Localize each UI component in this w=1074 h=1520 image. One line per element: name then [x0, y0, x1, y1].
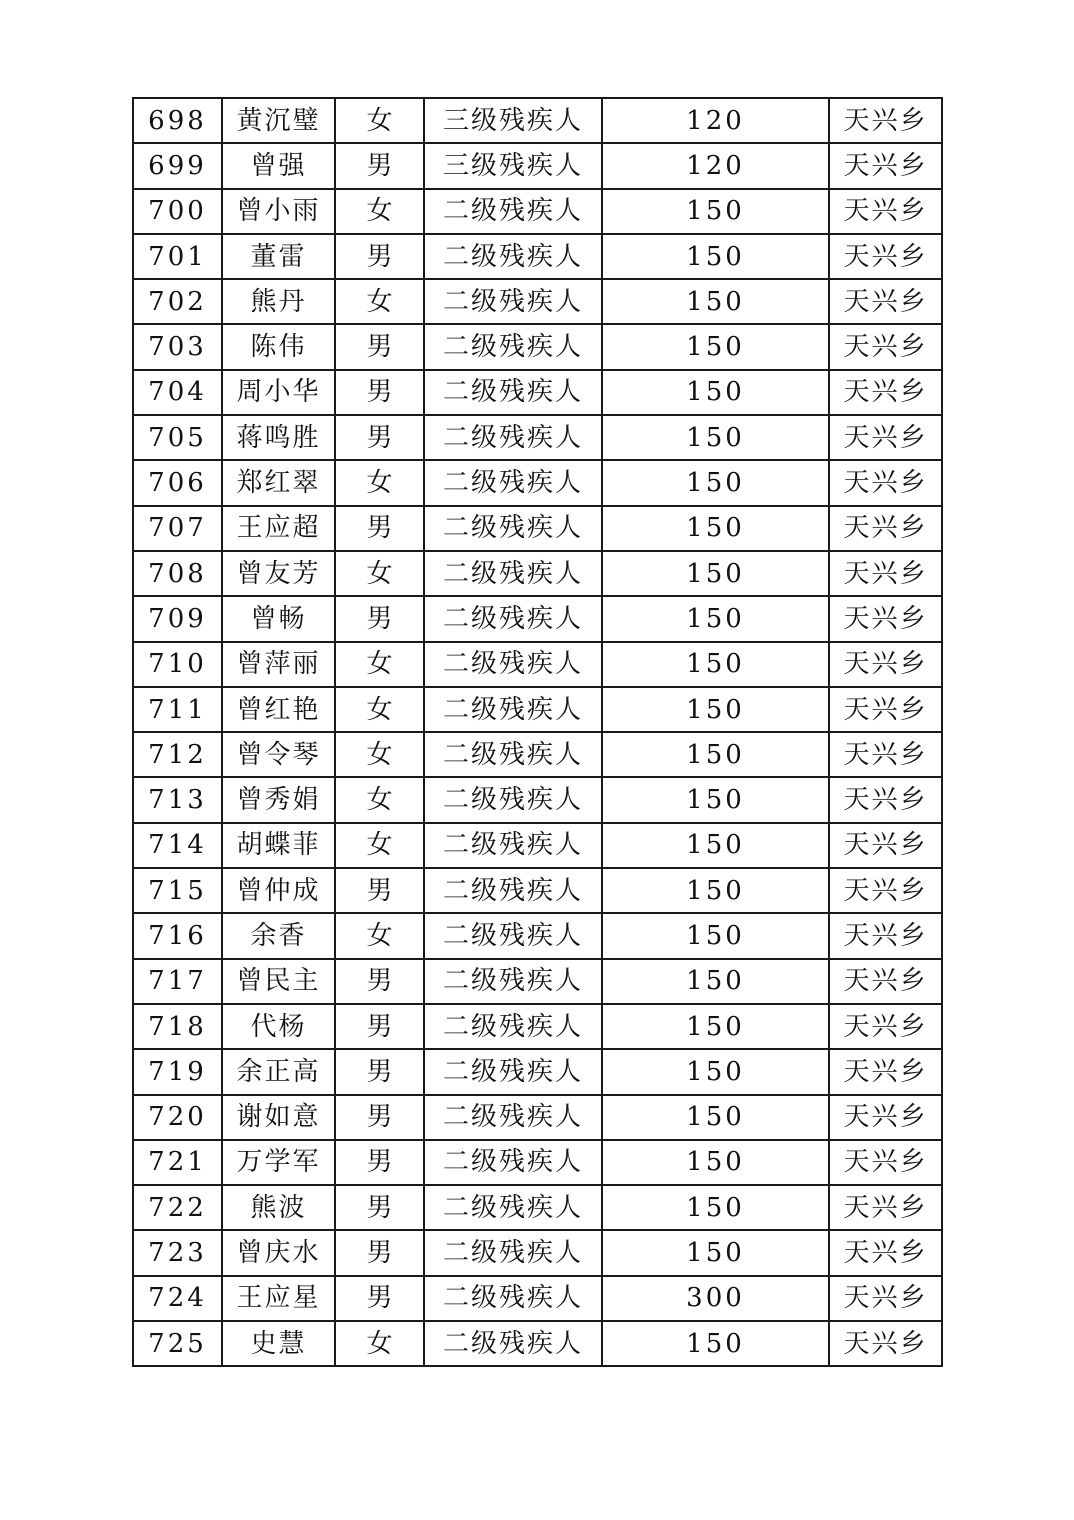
- cell-serial-number: 720: [133, 1095, 222, 1140]
- cell-serial-number: 707: [133, 506, 222, 551]
- table-row: [133, 642, 942, 687]
- cell-serial-number: 725: [133, 1321, 222, 1366]
- cell-township: 天兴乡: [829, 1004, 942, 1049]
- table-row: [133, 1230, 942, 1275]
- cell-amount: 150: [602, 1049, 829, 1094]
- table-row: [133, 234, 942, 279]
- cell-township: 天兴乡: [829, 143, 942, 188]
- cell-disability-level: 二级残疾人: [424, 868, 602, 913]
- table-row: [133, 189, 942, 234]
- cell-serial-number: 713: [133, 777, 222, 822]
- table-row: [133, 98, 942, 143]
- cell-township: 天兴乡: [829, 279, 942, 324]
- cell-township: 天兴乡: [829, 823, 942, 868]
- cell-person-name: 郑红翠: [222, 460, 335, 505]
- cell-person-name: 董雷: [222, 234, 335, 279]
- table-row: [133, 1276, 942, 1321]
- cell-township: 天兴乡: [829, 913, 942, 958]
- cell-amount: 120: [602, 143, 829, 188]
- cell-disability-level: 三级残疾人: [424, 143, 602, 188]
- cell-disability-level: 二级残疾人: [424, 189, 602, 234]
- cell-person-name: 曾仲成: [222, 868, 335, 913]
- cell-person-name: 万学军: [222, 1140, 335, 1185]
- cell-person-name: 曾萍丽: [222, 642, 335, 687]
- cell-serial-number: 698: [133, 98, 222, 143]
- table-row: [133, 823, 942, 868]
- cell-gender: 女: [335, 642, 424, 687]
- cell-disability-level: 二级残疾人: [424, 506, 602, 551]
- cell-township: 天兴乡: [829, 1140, 942, 1185]
- cell-person-name: 史慧: [222, 1321, 335, 1366]
- cell-amount: 150: [602, 913, 829, 958]
- cell-gender: 男: [335, 234, 424, 279]
- cell-township: 天兴乡: [829, 1321, 942, 1366]
- cell-gender: 女: [335, 460, 424, 505]
- cell-township: 天兴乡: [829, 460, 942, 505]
- cell-amount: 120: [602, 98, 829, 143]
- cell-person-name: 胡蝶菲: [222, 823, 335, 868]
- cell-amount: 300: [602, 1276, 829, 1321]
- cell-person-name: 曾红艳: [222, 687, 335, 732]
- cell-serial-number: 705: [133, 415, 222, 460]
- cell-township: 天兴乡: [829, 596, 942, 641]
- table-row: [133, 868, 942, 913]
- cell-township: 天兴乡: [829, 415, 942, 460]
- cell-gender: 男: [335, 143, 424, 188]
- cell-person-name: 曾小雨: [222, 189, 335, 234]
- table-row: [133, 324, 942, 369]
- table-row: [133, 687, 942, 732]
- cell-disability-level: 二级残疾人: [424, 415, 602, 460]
- cell-serial-number: 702: [133, 279, 222, 324]
- cell-amount: 150: [602, 279, 829, 324]
- table-row: [133, 506, 942, 551]
- cell-township: 天兴乡: [829, 189, 942, 234]
- cell-person-name: 余香: [222, 913, 335, 958]
- cell-township: 天兴乡: [829, 642, 942, 687]
- table-row: [133, 959, 942, 1004]
- cell-disability-level: 二级残疾人: [424, 777, 602, 822]
- cell-disability-level: 二级残疾人: [424, 913, 602, 958]
- table-row: [133, 913, 942, 958]
- cell-amount: 150: [602, 1321, 829, 1366]
- cell-disability-level: 二级残疾人: [424, 687, 602, 732]
- cell-gender: 男: [335, 370, 424, 415]
- cell-disability-level: 二级残疾人: [424, 959, 602, 1004]
- cell-amount: 150: [602, 1230, 829, 1275]
- cell-person-name: 曾令琴: [222, 732, 335, 777]
- cell-serial-number: 709: [133, 596, 222, 641]
- cell-serial-number: 723: [133, 1230, 222, 1275]
- cell-amount: 150: [602, 370, 829, 415]
- table-row: [133, 777, 942, 822]
- table-row: [133, 1140, 942, 1185]
- cell-person-name: 王应超: [222, 506, 335, 551]
- cell-gender: 男: [335, 324, 424, 369]
- table-row: [133, 370, 942, 415]
- cell-gender: 男: [335, 1230, 424, 1275]
- cell-township: 天兴乡: [829, 1049, 942, 1094]
- cell-gender: 女: [335, 98, 424, 143]
- table-row: [133, 551, 942, 596]
- cell-serial-number: 700: [133, 189, 222, 234]
- subsidy-table: [132, 97, 943, 1367]
- table-row: [133, 732, 942, 777]
- cell-gender: 女: [335, 279, 424, 324]
- cell-disability-level: 二级残疾人: [424, 460, 602, 505]
- cell-gender: 女: [335, 551, 424, 596]
- cell-person-name: 熊波: [222, 1185, 335, 1230]
- cell-township: 天兴乡: [829, 370, 942, 415]
- cell-township: 天兴乡: [829, 777, 942, 822]
- cell-serial-number: 715: [133, 868, 222, 913]
- cell-disability-level: 二级残疾人: [424, 234, 602, 279]
- cell-amount: 150: [602, 506, 829, 551]
- cell-disability-level: 二级残疾人: [424, 1140, 602, 1185]
- cell-gender: 男: [335, 1095, 424, 1140]
- cell-amount: 150: [602, 732, 829, 777]
- cell-person-name: 曾强: [222, 143, 335, 188]
- cell-serial-number: 711: [133, 687, 222, 732]
- cell-township: 天兴乡: [829, 234, 942, 279]
- cell-township: 天兴乡: [829, 324, 942, 369]
- cell-amount: 150: [602, 1095, 829, 1140]
- cell-gender: 女: [335, 823, 424, 868]
- cell-amount: 150: [602, 777, 829, 822]
- cell-gender: 女: [335, 687, 424, 732]
- cell-disability-level: 二级残疾人: [424, 551, 602, 596]
- cell-gender: 女: [335, 189, 424, 234]
- cell-serial-number: 708: [133, 551, 222, 596]
- cell-amount: 150: [602, 642, 829, 687]
- cell-township: 天兴乡: [829, 868, 942, 913]
- cell-serial-number: 704: [133, 370, 222, 415]
- cell-township: 天兴乡: [829, 98, 942, 143]
- cell-disability-level: 二级残疾人: [424, 1185, 602, 1230]
- cell-serial-number: 716: [133, 913, 222, 958]
- cell-serial-number: 699: [133, 143, 222, 188]
- cell-person-name: 黄沉璧: [222, 98, 335, 143]
- cell-township: 天兴乡: [829, 1095, 942, 1140]
- cell-gender: 男: [335, 1185, 424, 1230]
- cell-gender: 男: [335, 415, 424, 460]
- cell-person-name: 王应星: [222, 1276, 335, 1321]
- cell-township: 天兴乡: [829, 732, 942, 777]
- cell-amount: 150: [602, 460, 829, 505]
- cell-township: 天兴乡: [829, 1185, 942, 1230]
- cell-amount: 150: [602, 823, 829, 868]
- table-row: [133, 143, 942, 188]
- cell-person-name: 曾庆水: [222, 1230, 335, 1275]
- cell-disability-level: 二级残疾人: [424, 1095, 602, 1140]
- cell-gender: 女: [335, 777, 424, 822]
- cell-person-name: 陈伟: [222, 324, 335, 369]
- cell-disability-level: 二级残疾人: [424, 1321, 602, 1366]
- cell-gender: 男: [335, 1276, 424, 1321]
- cell-disability-level: 二级残疾人: [424, 1276, 602, 1321]
- cell-serial-number: 703: [133, 324, 222, 369]
- cell-amount: 150: [602, 324, 829, 369]
- cell-person-name: 曾秀娟: [222, 777, 335, 822]
- table-row: [133, 279, 942, 324]
- table-row: [133, 1049, 942, 1094]
- cell-disability-level: 二级残疾人: [424, 279, 602, 324]
- cell-amount: 150: [602, 234, 829, 279]
- cell-disability-level: 二级残疾人: [424, 732, 602, 777]
- cell-serial-number: 718: [133, 1004, 222, 1049]
- cell-amount: 150: [602, 1140, 829, 1185]
- cell-serial-number: 706: [133, 460, 222, 505]
- table-body: [133, 98, 942, 1366]
- cell-amount: 150: [602, 868, 829, 913]
- cell-amount: 150: [602, 959, 829, 1004]
- cell-serial-number: 722: [133, 1185, 222, 1230]
- table-row: [133, 415, 942, 460]
- cell-gender: 女: [335, 1321, 424, 1366]
- cell-person-name: 蒋鸣胜: [222, 415, 335, 460]
- cell-gender: 男: [335, 868, 424, 913]
- cell-amount: 150: [602, 551, 829, 596]
- cell-person-name: 周小华: [222, 370, 335, 415]
- cell-disability-level: 二级残疾人: [424, 1049, 602, 1094]
- table-row: [133, 460, 942, 505]
- cell-township: 天兴乡: [829, 551, 942, 596]
- cell-amount: 150: [602, 687, 829, 732]
- cell-person-name: 曾民主: [222, 959, 335, 1004]
- table-row: [133, 1185, 942, 1230]
- cell-amount: 150: [602, 415, 829, 460]
- table-row: [133, 1095, 942, 1140]
- cell-person-name: 谢如意: [222, 1095, 335, 1140]
- cell-disability-level: 二级残疾人: [424, 823, 602, 868]
- cell-gender: 男: [335, 1049, 424, 1094]
- table-row: [133, 596, 942, 641]
- cell-township: 天兴乡: [829, 687, 942, 732]
- cell-amount: 150: [602, 1004, 829, 1049]
- cell-gender: 男: [335, 506, 424, 551]
- cell-serial-number: 719: [133, 1049, 222, 1094]
- cell-disability-level: 二级残疾人: [424, 1004, 602, 1049]
- cell-person-name: 代杨: [222, 1004, 335, 1049]
- cell-disability-level: 三级残疾人: [424, 98, 602, 143]
- cell-person-name: 曾友芳: [222, 551, 335, 596]
- cell-disability-level: 二级残疾人: [424, 1230, 602, 1275]
- cell-person-name: 曾畅: [222, 596, 335, 641]
- cell-person-name: 熊丹: [222, 279, 335, 324]
- cell-gender: 女: [335, 913, 424, 958]
- cell-gender: 男: [335, 959, 424, 1004]
- cell-amount: 150: [602, 1185, 829, 1230]
- cell-amount: 150: [602, 596, 829, 641]
- cell-serial-number: 712: [133, 732, 222, 777]
- cell-gender: 男: [335, 1140, 424, 1185]
- cell-serial-number: 701: [133, 234, 222, 279]
- cell-disability-level: 二级残疾人: [424, 370, 602, 415]
- cell-disability-level: 二级残疾人: [424, 596, 602, 641]
- cell-gender: 女: [335, 732, 424, 777]
- cell-township: 天兴乡: [829, 506, 942, 551]
- cell-disability-level: 二级残疾人: [424, 642, 602, 687]
- cell-gender: 男: [335, 596, 424, 641]
- cell-serial-number: 714: [133, 823, 222, 868]
- cell-serial-number: 717: [133, 959, 222, 1004]
- cell-township: 天兴乡: [829, 1230, 942, 1275]
- table-row: [133, 1321, 942, 1366]
- cell-township: 天兴乡: [829, 1276, 942, 1321]
- table-row: [133, 1004, 942, 1049]
- cell-serial-number: 710: [133, 642, 222, 687]
- cell-amount: 150: [602, 189, 829, 234]
- cell-township: 天兴乡: [829, 959, 942, 1004]
- cell-gender: 男: [335, 1004, 424, 1049]
- cell-serial-number: 724: [133, 1276, 222, 1321]
- cell-person-name: 余正高: [222, 1049, 335, 1094]
- cell-serial-number: 721: [133, 1140, 222, 1185]
- cell-disability-level: 二级残疾人: [424, 324, 602, 369]
